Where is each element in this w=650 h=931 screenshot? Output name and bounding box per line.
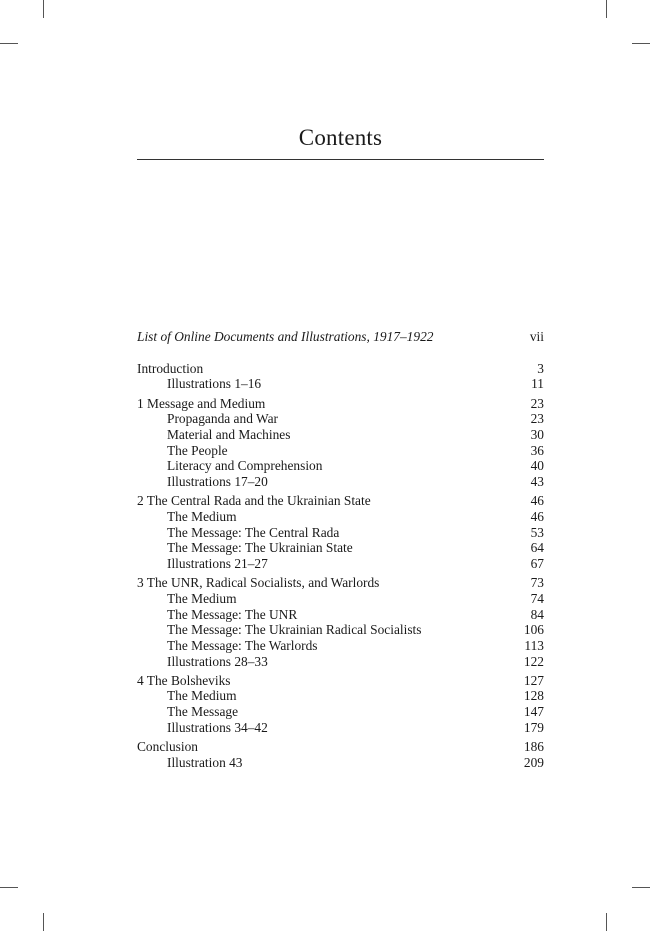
crop-mark-bottom-right — [632, 887, 650, 888]
toc-entry-page: 128 — [523, 688, 544, 704]
title-rule — [137, 159, 544, 160]
toc-chapter-entry[interactable] — [137, 396, 544, 412]
toc-entry-title: The Medium — [167, 508, 237, 524]
toc-entry-title: List of Online Documents and Illustrations, 1917–1922 — [137, 329, 434, 344]
toc-entry-page: 3 — [537, 360, 544, 376]
toc-entry-title: Literacy and Comprehension — [167, 458, 323, 474]
toc-entry-page: 30 — [530, 426, 544, 442]
toc-entry-title: 3 The UNR, Radical Socialists, and Warlords — [137, 575, 380, 591]
toc-chapter-entry[interactable] — [137, 575, 544, 591]
toc-entry-title: Illustrations 17–20 — [167, 474, 268, 489]
toc-entry-title: Conclusion — [137, 739, 199, 754]
toc-entry-title: 1 Message and Medium — [137, 395, 266, 411]
toc-entry-page: 147 — [523, 704, 544, 720]
toc-entry-title: The Medium — [167, 590, 237, 606]
crop-mark-top-right — [632, 43, 650, 44]
toc-entry-title: The Message: The Ukrainian Radical Socialists — [167, 622, 422, 638]
toc-entry-page: 186 — [523, 739, 544, 754]
toc-entry-page: 209 — [523, 754, 544, 770]
toc-entry-page: 23 — [530, 395, 544, 411]
toc-section-entry[interactable] — [137, 704, 544, 720]
toc-entry-title: The Message — [167, 704, 239, 720]
toc-entry-page: 64 — [530, 540, 544, 556]
toc-section-entry[interactable] — [137, 411, 544, 427]
toc-entry-page: 73 — [530, 575, 544, 591]
toc-chapter-entry[interactable] — [137, 361, 544, 377]
toc-entry-title: The Message: The Central Rada — [167, 524, 340, 540]
toc-section-entry[interactable] — [137, 525, 544, 541]
toc-section-entry[interactable] — [137, 458, 544, 474]
toc-entry-page: 67 — [530, 555, 544, 571]
toc-entry-online-documents[interactable] — [137, 329, 544, 345]
toc-entry-title: The Message: The Ukrainian State — [167, 540, 353, 556]
toc-section-entry[interactable] — [137, 622, 544, 638]
toc-entry-page: 84 — [530, 606, 544, 622]
toc-entry-title: The Medium — [167, 688, 237, 704]
toc-entry-page: 43 — [530, 474, 544, 489]
toc-entry-title: 2 The Central Rada and the Ukrainian State — [137, 493, 371, 509]
toc-chapter-entry[interactable] — [137, 493, 544, 509]
toc-section-entry[interactable] — [137, 376, 544, 392]
toc-entry-title: The Message: The Warlords — [167, 637, 318, 653]
toc-section-entry[interactable] — [137, 540, 544, 556]
toc-entry-title: Material and Machines — [167, 426, 291, 442]
toc-entry-page: 179 — [523, 719, 544, 735]
toc-entry-page: 74 — [530, 590, 544, 606]
toc-section-entry[interactable] — [137, 720, 544, 736]
toc-entry-title: Illustrations 28–33 — [167, 653, 268, 669]
toc-entry-page: 23 — [530, 411, 544, 427]
toc-section-entry[interactable] — [137, 509, 544, 525]
toc-entry-title: 4 The Bolsheviks — [137, 672, 231, 688]
toc-section-entry[interactable] — [137, 556, 544, 572]
toc-section-entry[interactable] — [137, 654, 544, 670]
toc-entry-title: Illustrations 21–27 — [167, 555, 268, 571]
crop-mark-bottom-right — [606, 913, 607, 931]
toc-chapter-entry[interactable] — [137, 673, 544, 689]
toc-section-entry[interactable] — [137, 638, 544, 654]
toc-entry-page: 122 — [523, 653, 544, 669]
toc-entry-page: 127 — [523, 672, 544, 688]
toc-section-entry[interactable] — [137, 591, 544, 607]
toc-entry-page: 40 — [530, 458, 544, 474]
crop-mark-top-right — [606, 0, 607, 18]
crop-mark-top-left — [0, 43, 18, 44]
spacer — [137, 345, 544, 361]
toc-entry-title: The Message: The UNR — [167, 606, 298, 622]
toc-entry-title: Illustrations 1–16 — [167, 376, 262, 392]
toc-entry-title: The People — [167, 442, 228, 458]
toc-section-entry[interactable] — [137, 755, 544, 771]
toc-chapter-entry[interactable] — [137, 739, 544, 755]
toc-entry-page: 46 — [530, 493, 544, 509]
toc-section-entry[interactable] — [137, 443, 544, 459]
crop-mark-bottom-left — [43, 913, 44, 931]
toc-section-entry[interactable] — [137, 427, 544, 443]
table-of-contents — [137, 329, 544, 770]
toc-entry-title: Propaganda and War — [167, 411, 278, 427]
toc-entry-page: 36 — [530, 442, 544, 458]
toc-section-entry[interactable] — [137, 688, 544, 704]
toc-entry-title: Illustration 43 — [167, 754, 243, 770]
toc-entry-page: 106 — [523, 622, 544, 638]
toc-entry-title: Introduction — [137, 360, 204, 376]
toc-entry-page: 113 — [524, 637, 544, 653]
toc-entry-page: 53 — [530, 524, 544, 540]
page-title: Contents — [298, 125, 383, 150]
toc-entry-title: Illustrations 34–42 — [167, 719, 268, 735]
toc-entry-page: 46 — [530, 508, 544, 524]
toc-entry-page: 11 — [531, 376, 544, 392]
toc-section-entry[interactable] — [137, 474, 544, 490]
crop-mark-top-left — [43, 0, 44, 18]
toc-section-entry[interactable] — [137, 607, 544, 623]
crop-mark-bottom-left — [0, 887, 18, 888]
toc-entry-page: vii — [529, 329, 544, 344]
